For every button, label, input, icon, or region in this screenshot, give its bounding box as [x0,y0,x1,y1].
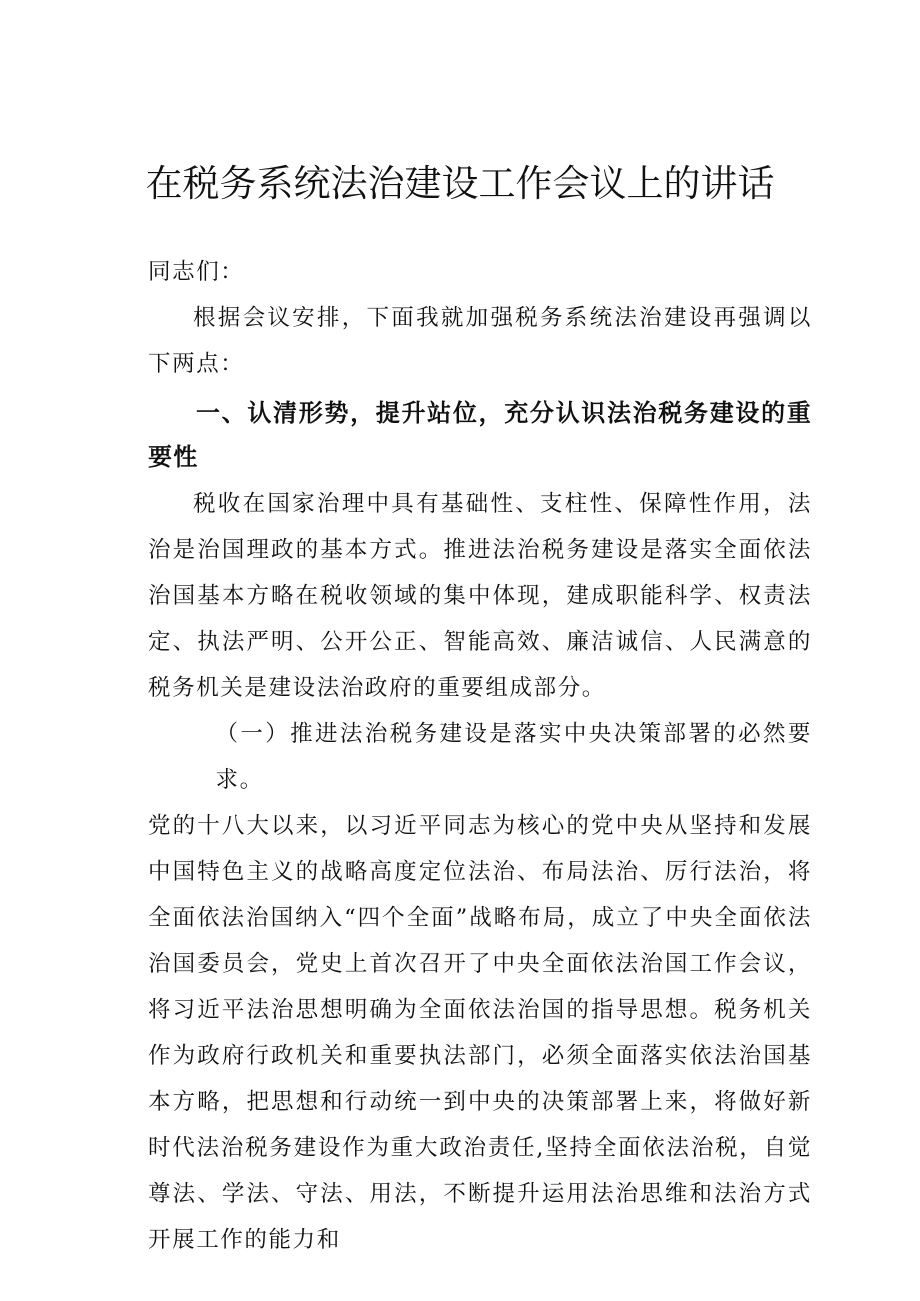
subsection-1-paragraph [148,711,812,1263]
document-title: 在税务系统法治建设工作会议上的讲话 [145,162,775,205]
document-body [148,249,812,1263]
intro-paragraph: 根据会议安排，下面我就加强税务系统法治建设再强调以下两点： [148,305,812,377]
subsection-1-lead: （一）推进法治税务建设是落实中央决策部署的必然要求。 [215,721,812,793]
section-heading-1: 一、认清形势，提升站位，充分认识法治税务建设的重要性 [148,399,812,471]
section-1-paragraph-1: 税收在国家治理中具有基础性、支柱性、保障性作用，法治是治国理政的基本方式。推进法治税务建设是落实全面依法治国基本方略在税收领域的集中体现，建成职能科学、权责法定、执法严明、公开公正、智能高效、廉洁诚信、人民满意的税务机关是建设法治政府的重要组成部分。 [148,491,812,701]
salutation: 同志们： [148,259,245,285]
subsection-1-body: 党的十八大以来，以习近平同志为核心的党中央从坚持和发展中国特色主义的战略高度定位法治、布局法治、厉行法治，将全面依法治国纳入“四个全面”战略布局，成立了中央全面依法治国委员会，党史上首次召开了中央全面依法治国工作会议，将习近平法治思想明确为全面依法治国的指导思想。税务机关作为政府行政机关和重要执法部门，必须全面落实依法治国基本方略，把思想和行动统一到中央的决策部署上来，将做好新时代法治税务建设作为重大政治责任,坚持全面依法治税，自觉尊法、学法、守法、用法，不断提升运用法治思维和法治方式开展工作的能力和 [148,813,812,1253]
